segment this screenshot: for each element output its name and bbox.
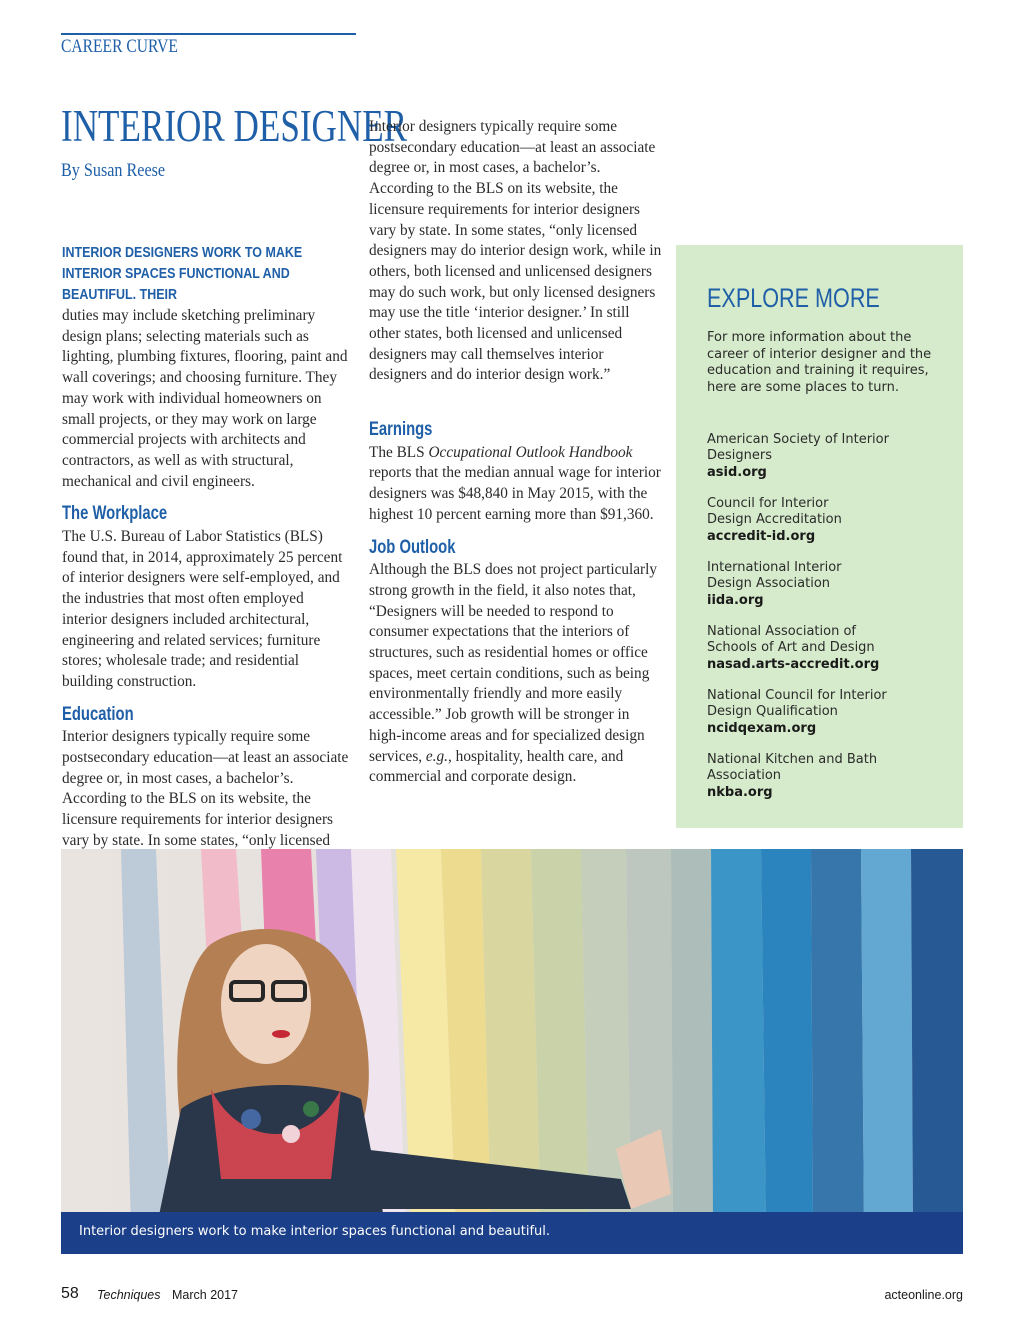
article-column-2 bbox=[369, 118, 663, 788]
org-url[interactable]: ncidqexam.org bbox=[707, 720, 817, 736]
footer-site-link[interactable]: acteonline.org bbox=[884, 1288, 963, 1302]
earnings-text-1: The BLS bbox=[369, 443, 429, 461]
education-paragraph-continued bbox=[369, 118, 663, 408]
page-number: 58 bbox=[61, 1285, 79, 1302]
org-url[interactable]: asid.org bbox=[707, 464, 767, 480]
org-name: National Council for Interior Design Qualification bbox=[707, 688, 887, 720]
education-continued-text: Interior designers typically require some postsecondary education—at least an associate degree or, in most cases, a bachelor’s. According to the BLS on its website, the licensure requirements for interior designers vary by state. In some states, “only licensed designers may do interior design work, while in others, both licensed and unlicensed designers may do such work, but only licensed designers may use the title ‘interior designer.’ In still other states, both licensed and unlicensed designers may call themselves interior designers and do interior design work.” bbox=[369, 118, 662, 384]
explore-more-sidebar bbox=[676, 245, 963, 828]
issue-date: March 2017 bbox=[172, 1288, 239, 1302]
article-column-1 bbox=[62, 243, 352, 850]
outlook-text-1: Although the BLS does not project particularly strong growth in the field, it also notes that, “Designers will be needed to respond to consumer expectations that the interiors of structures, such as residential homes or office spaces, meet certain conditions, such as being environmentally friendly and more easily accessible.” Job growth will be stronger in high-income areas and for specialized design services, bbox=[369, 561, 658, 765]
byline: By Susan Reese bbox=[61, 160, 166, 181]
publication-name: Techniques bbox=[97, 1288, 161, 1302]
photo-caption: Interior designers work to make interior spaces functional and beautiful. bbox=[79, 1224, 551, 1239]
page-title: INTERIOR DESIGNER bbox=[61, 101, 408, 151]
education-paragraph: Interior designers typically require some postsecondary education—at least an associate degree or, in most cases, a bachelor’s. According to the BLS on its website, the licensure requirements for interior designers vary by state. In some states, “only licensed bbox=[62, 728, 349, 849]
org-name: American Society of Interior Designers bbox=[707, 432, 889, 464]
job-outlook-paragraph bbox=[369, 560, 663, 788]
earnings-text-2: reports that the median annual wage for interior designers was $48,840 in May 2015, with the highest 10 percent earning more than $91,360. bbox=[369, 464, 661, 523]
education-heading: Education bbox=[62, 703, 134, 725]
org-name: National Kitchen and Bath Association bbox=[707, 752, 878, 784]
earnings-book-title: Occupational Outlook Handbook bbox=[428, 443, 633, 461]
job-outlook-heading: Job Outlook bbox=[369, 536, 456, 558]
earnings-paragraph bbox=[369, 443, 663, 526]
caption-bar bbox=[61, 1212, 963, 1254]
section-label: CAREER CURVE bbox=[61, 36, 178, 57]
section-rule bbox=[61, 33, 356, 35]
org-name: Council for Interior Design Accreditation bbox=[707, 496, 842, 528]
designer-fabric-photo bbox=[61, 849, 963, 1254]
org-name: International Interior Design Association bbox=[707, 560, 842, 592]
org-item bbox=[707, 624, 947, 673]
org-url[interactable]: nkba.org bbox=[707, 784, 773, 800]
org-url[interactable]: accredit-id.org bbox=[707, 528, 816, 544]
outlook-text-2: , hospitality, health care, and commercial and corporate design. bbox=[369, 747, 624, 786]
org-url[interactable]: nasad.arts-accredit.org bbox=[707, 656, 880, 672]
intro-paragraph: duties may include sketching preliminary design plans; selecting materials such as lighting, plumbing fixtures, flooring, paint and wall coverings; and choosing furniture. They may work with individual homeowners on small projects, or they may work on large commercial projects with architects and contractors, as well as with structural, mechanical and civil engineers. bbox=[62, 307, 348, 490]
workplace-heading: The Workplace bbox=[62, 503, 168, 525]
org-name: National Association of Schools of Art and Design bbox=[707, 624, 875, 656]
org-item bbox=[707, 432, 947, 481]
org-item bbox=[707, 496, 947, 545]
org-item bbox=[707, 688, 947, 737]
workplace-paragraph: The U.S. Bureau of Labor Statistics (BLS) found that, in 2014, approximately 25 percent of interior designers were self-employed, and the industries that most often employed interior designers included architectural, engineering and related services; furniture stores; wholesale trade; and residential building construction. bbox=[62, 528, 343, 690]
sidebar-title: EXPLORE MORE bbox=[707, 283, 880, 313]
outlook-eg: e.g. bbox=[425, 747, 449, 765]
org-url[interactable]: iida.org bbox=[707, 592, 764, 608]
lead-caps: INTERIOR DESIGNERS WORK TO MAKE INTERIOR SPACES FUNCTIONAL AND BEAUTIFUL. THEIR bbox=[62, 245, 303, 303]
sidebar-intro: For more information about the career of interior designer and the education and training it requires, here are some places to turn. bbox=[707, 330, 932, 395]
earnings-heading: Earnings bbox=[369, 419, 433, 440]
org-item bbox=[707, 752, 947, 801]
feature-photo bbox=[61, 849, 963, 1254]
org-item bbox=[707, 560, 947, 609]
